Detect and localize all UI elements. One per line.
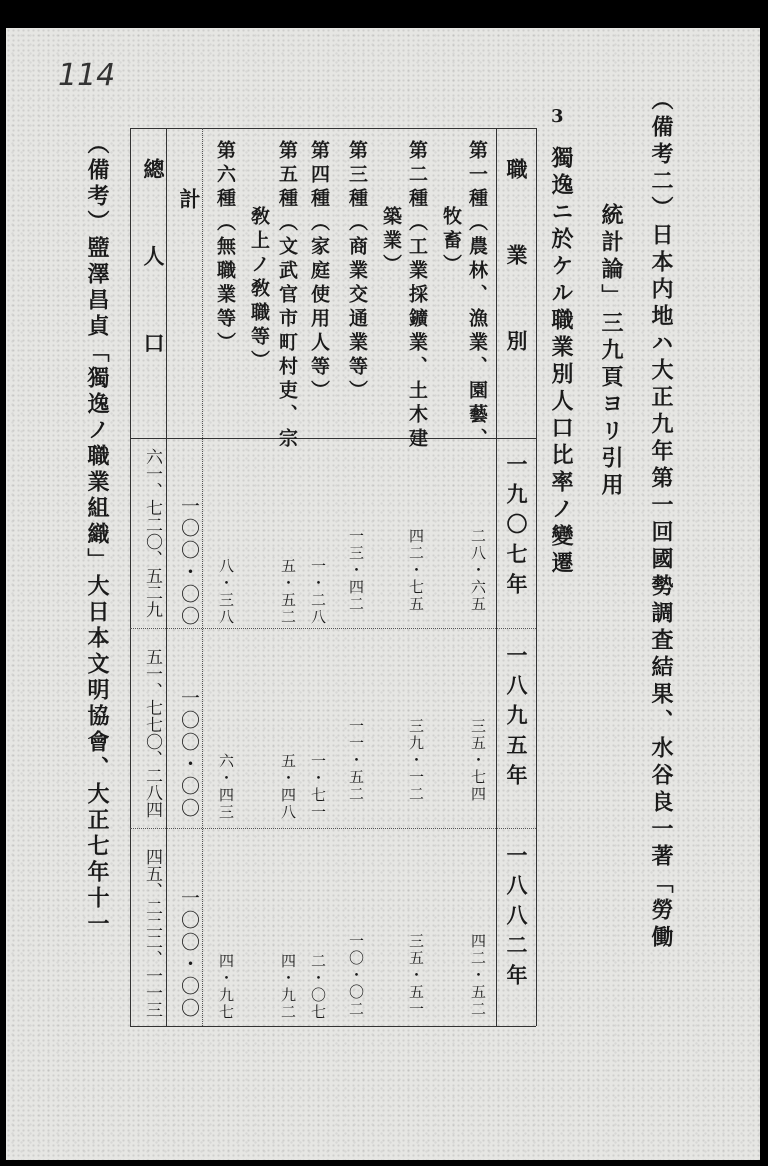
row-2-value-1882: 三五・五一 (407, 933, 425, 1018)
row-2-label: 第二種（工業採鑛業、土木建 (406, 140, 428, 452)
header-year-1895: 一八九五年 (504, 644, 529, 794)
row-2-value-1895: 三九・一二 (407, 718, 425, 803)
row-5-value-1882: 四・九二 (279, 953, 297, 1021)
row-4-label: 第四種（家庭使用人等） (308, 140, 330, 404)
row-1-value-1882: 四二・五二 (469, 933, 487, 1018)
row-1-value-1895: 三五・七四 (469, 718, 487, 803)
row-1-value-1907: 二八・六五 (469, 528, 487, 613)
population-1895: 五一、七七〇、二八四 (142, 648, 162, 818)
row-6-value-1895: 六・四三 (217, 753, 235, 821)
row-2-label-cont: 築業） (380, 206, 402, 278)
total-label: 計 (177, 188, 202, 214)
section-marker: 3 (551, 106, 564, 127)
row-4-value-1895: 一・七一 (309, 753, 327, 821)
row-6-value-1907: 八・三八 (217, 558, 235, 626)
row-6-value-1882: 四・九七 (217, 953, 235, 1021)
row-1-label-cont: 牧畜） (440, 206, 462, 278)
row-3-value-1895: 一一・五二 (347, 718, 365, 803)
row-5-label-cont: 敎上ノ敎職等） (248, 206, 270, 374)
row-2-value-1907: 四二・七五 (407, 528, 425, 613)
page-number: 114 (58, 58, 116, 93)
header-year-1907: 一九〇七年 (504, 453, 529, 603)
header-year-1882: 一八八二年 (504, 844, 529, 994)
row-5-value-1895: 五・四八 (279, 753, 297, 821)
total-1882: 一〇〇・〇〇 (178, 888, 200, 1020)
row-3-label: 第三種（商業交通業等） (346, 140, 368, 404)
population-1882: 四五、二二二、一一三 (142, 848, 162, 1018)
row-5-label: 第五種（文武官市町村吏、宗 (276, 140, 298, 452)
total-1895: 一〇〇・〇〇 (178, 688, 200, 820)
total-1907: 一〇〇・〇〇 (178, 496, 200, 628)
note-top-line-2: 統計論」三九頁ヨリ引用 (598, 203, 624, 500)
row-3-value-1907: 一三・四二 (347, 528, 365, 613)
note-top-line-1: （備考二）日本内地ハ大正九年第一回國勢調査結果、水谷良一著「勞働 (648, 88, 674, 952)
row-1-label: 第一種（農林、漁業、園藝、 (466, 140, 488, 452)
header-occupation-label: 職 業 別 (504, 158, 529, 373)
row-6-label: 第六種（無職業等） (214, 140, 236, 356)
row-5-value-1907: 五・五二 (279, 558, 297, 626)
row-4-value-1907: 一・二八 (309, 558, 327, 626)
row-4-value-1882: 二・〇七 (309, 953, 327, 1021)
note-bottom: （備考）盬澤昌貞「獨逸ノ職業組織」大日本文明協會、大正七年十一 (84, 132, 110, 938)
section-title: 獨逸ニ於ケル職業別人口比率ノ變遷 (548, 146, 574, 578)
population-label: 總 人 口 (141, 158, 166, 361)
row-3-value-1882: 一〇・〇二 (347, 933, 365, 1018)
population-1907: 六一、七二〇、五二九 (142, 448, 162, 618)
scanned-page (6, 28, 760, 1160)
